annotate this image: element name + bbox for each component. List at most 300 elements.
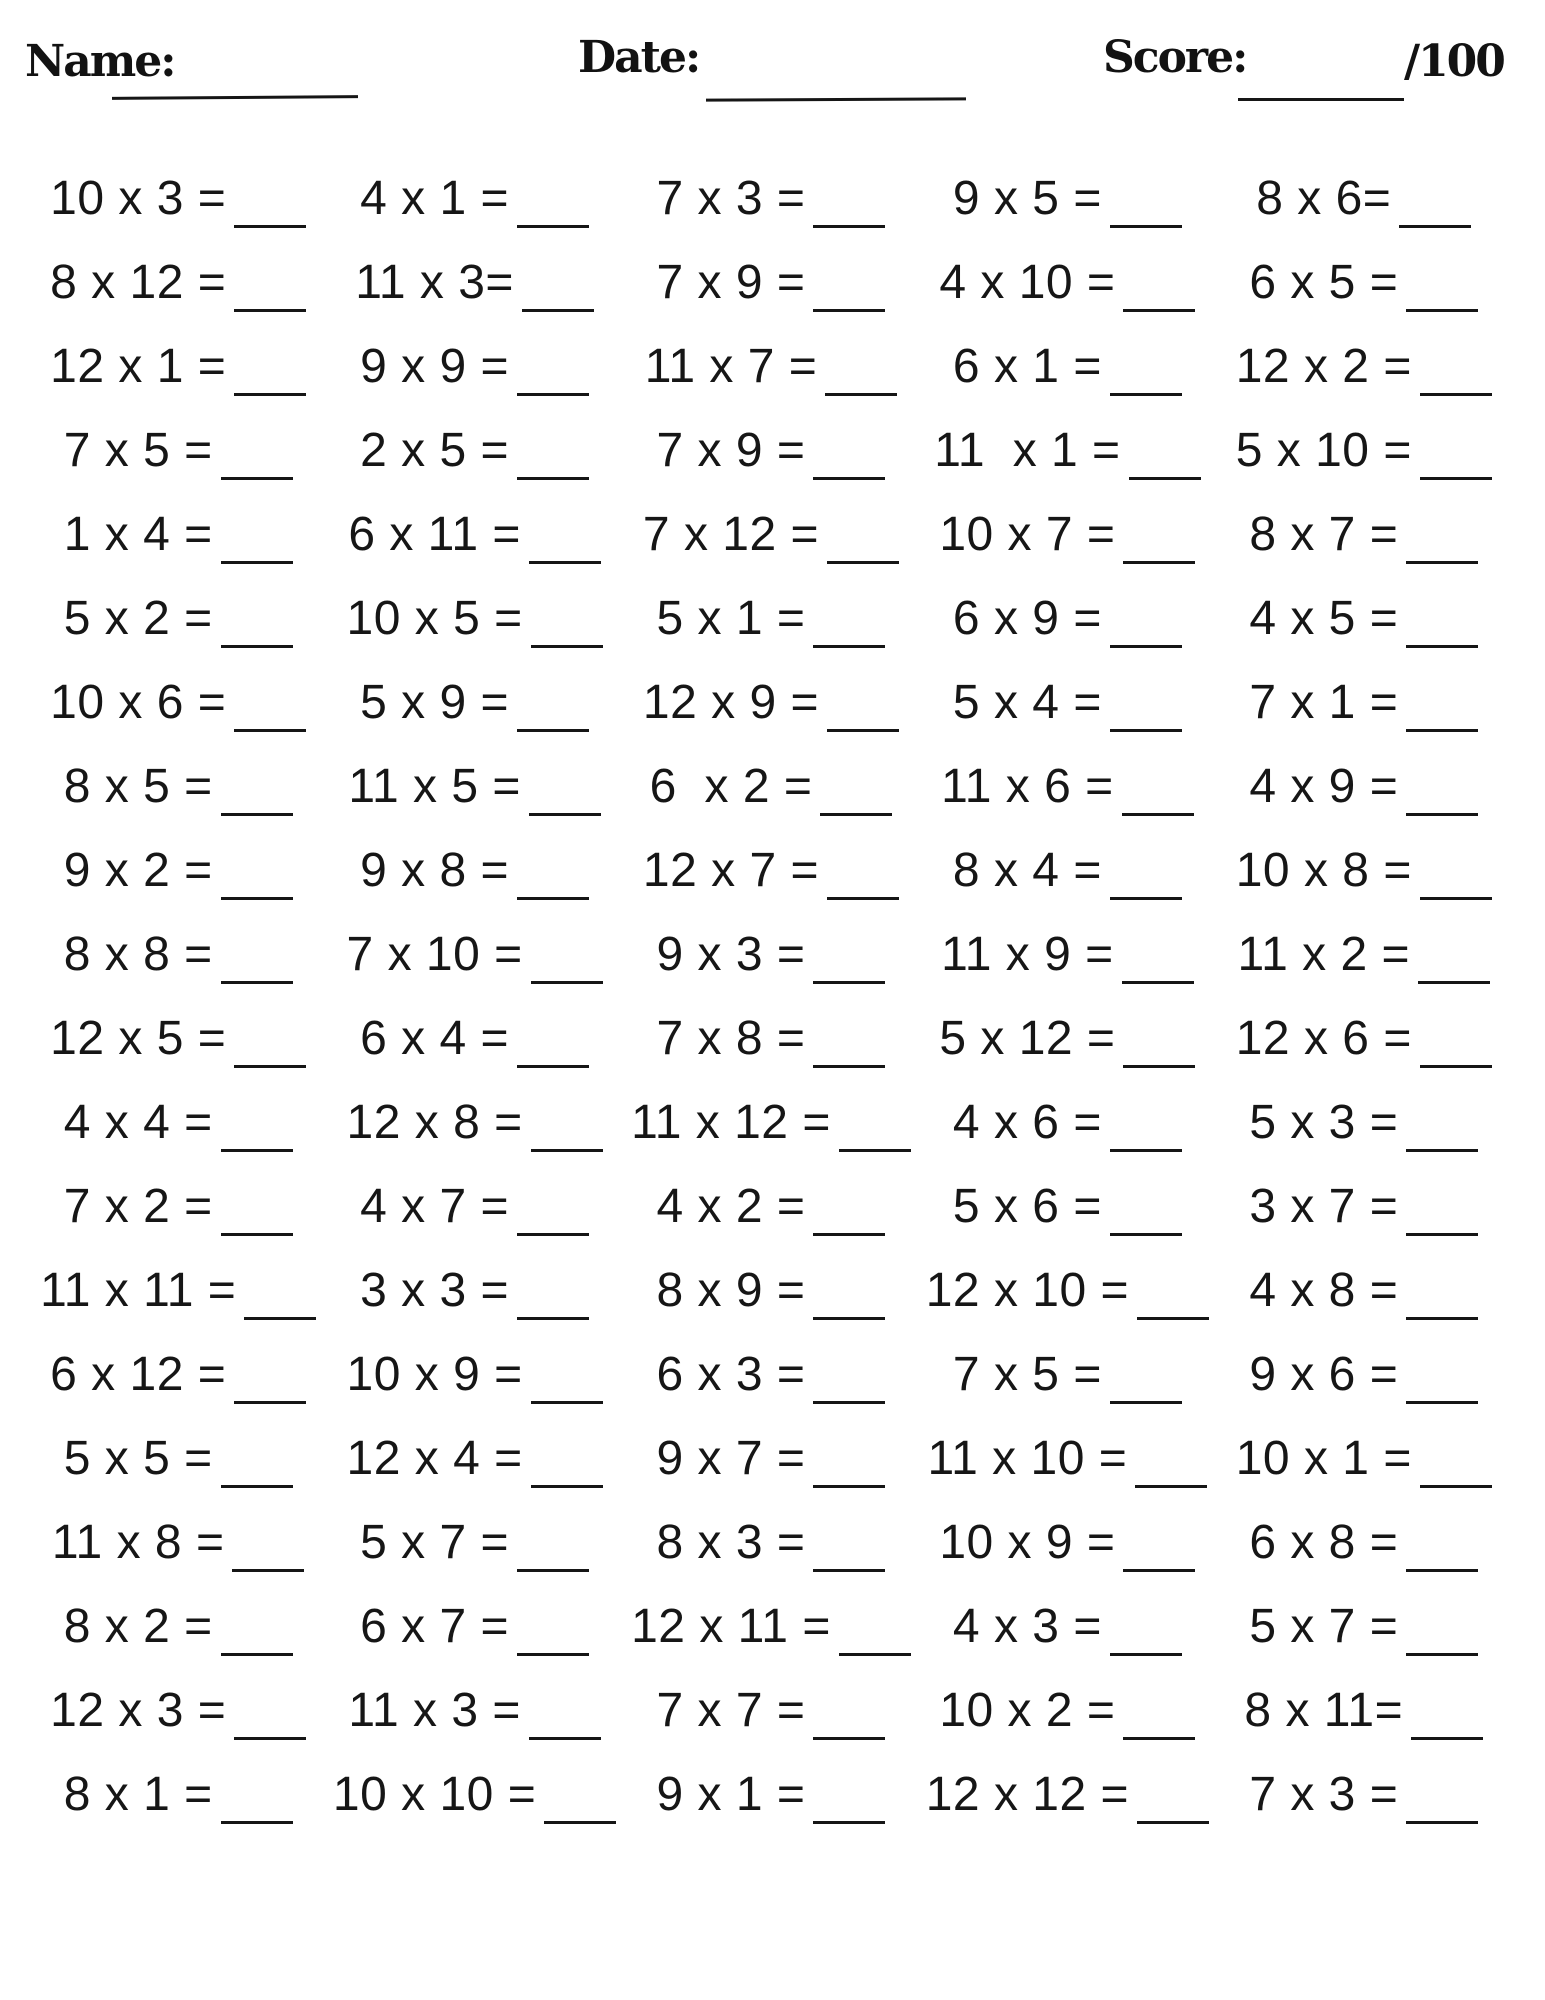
problem-text: 8 x 9 = [656, 1263, 806, 1317]
problem-text: 8 x 4 = [952, 843, 1102, 897]
answer-blank [827, 561, 899, 564]
problem-cell [919, 324, 1215, 408]
problem-text: 7 x 5 = [63, 423, 213, 477]
problem-text: 12 x 1 = [50, 339, 227, 393]
answer-blank [1123, 1065, 1195, 1068]
answer-blank [1399, 225, 1471, 228]
answer-blank [820, 813, 892, 816]
answer-blank [221, 1149, 293, 1152]
problem-text: 10 x 2 = [939, 1683, 1116, 1737]
problem-text: 4 x 1 = [360, 171, 510, 225]
problem-text: 7 x 10 = [346, 927, 523, 981]
problem-text: 6 x 1 = [952, 339, 1102, 393]
answer-blank [1406, 645, 1478, 648]
problem-text: 8 x 6= [1256, 171, 1392, 225]
answer-blank [1110, 1233, 1182, 1236]
answer-blank [827, 729, 899, 732]
problem-text: 11 x 12 = [631, 1095, 831, 1149]
problem-text: 9 x 3 = [656, 927, 806, 981]
answer-blank [517, 477, 589, 480]
problem-text: 5 x 2 = [63, 591, 213, 645]
problem-text: 2 x 5 = [360, 423, 510, 477]
problem-text: 10 x 7 = [939, 507, 1116, 561]
problem-text: 10 x 9 = [346, 1347, 523, 1401]
problem-text: 8 x 5 = [63, 759, 213, 813]
problem-text: 11 x 11 = [40, 1263, 237, 1317]
problem-text: 11 x 7 = [644, 339, 818, 393]
answer-blank [531, 1485, 603, 1488]
problem-cell [623, 1164, 919, 1248]
problem-cell [30, 996, 326, 1080]
problem-cell [919, 1080, 1215, 1164]
problem-cell [326, 1332, 622, 1416]
problem-text: 9 x 9 = [360, 339, 510, 393]
problem-cell [30, 576, 326, 660]
problem-text: 8 x 1 = [63, 1767, 213, 1821]
problem-cell [326, 828, 622, 912]
problem-text: 7 x 9 = [656, 255, 806, 309]
problem-text: 10 x 9 = [939, 1515, 1116, 1569]
problem-cell [1216, 660, 1512, 744]
answer-blank [813, 309, 885, 312]
answer-blank [1418, 981, 1490, 984]
answer-blank [221, 477, 293, 480]
problem-text: 8 x 3 = [656, 1515, 806, 1569]
problem-text: 9 x 2 = [63, 843, 213, 897]
problem-text: 9 x 5 = [952, 171, 1102, 225]
answer-blank [827, 897, 899, 900]
problem-cell [30, 1752, 326, 1836]
problem-cell [326, 1500, 622, 1584]
problem-cell [919, 1164, 1215, 1248]
problem-cell [919, 744, 1215, 828]
problem-cell [919, 996, 1215, 1080]
problem-cell [623, 1500, 919, 1584]
problem-text: 7 x 5 = [952, 1347, 1102, 1401]
problem-text: 3 x 3 = [360, 1263, 510, 1317]
answer-blank [1420, 477, 1492, 480]
answer-blank [234, 225, 306, 228]
problem-text: 4 x 2 = [656, 1179, 806, 1233]
problem-text: 10 x 10 = [332, 1767, 537, 1821]
problem-text: 9 x 6 = [1249, 1347, 1399, 1401]
problem-text: 8 x 7 = [1249, 507, 1399, 561]
answer-blank [544, 1821, 616, 1824]
answer-blank [234, 393, 306, 396]
problem-cell [326, 576, 622, 660]
problem-text: 11 x 9 = [941, 927, 1114, 981]
problem-cell [326, 408, 622, 492]
answer-blank [1420, 897, 1492, 900]
answer-blank [825, 393, 897, 396]
answer-blank [1406, 1149, 1478, 1152]
problem-cell [1216, 1752, 1512, 1836]
problem-cell [30, 1500, 326, 1584]
problem-cell [326, 1416, 622, 1500]
answer-blank [1110, 393, 1182, 396]
problem-text: 10 x 1 = [1235, 1431, 1412, 1485]
problem-text: 5 x 9 = [360, 675, 510, 729]
answer-blank [1406, 1821, 1478, 1824]
answer-blank [517, 393, 589, 396]
answer-blank [1406, 1401, 1478, 1404]
answer-blank [813, 1065, 885, 1068]
problem-text: 7 x 12 = [642, 507, 820, 561]
problem-text: 8 x 8 = [63, 927, 213, 981]
date-label: Date: [578, 32, 700, 83]
problem-text: 11 x 5 = [348, 759, 521, 813]
problem-text: 9 x 1 = [656, 1767, 806, 1821]
problem-cell [623, 1332, 919, 1416]
answer-blank [813, 1569, 885, 1572]
problem-cell [30, 660, 326, 744]
problem-cell [919, 912, 1215, 996]
problem-text: 4 x 5 = [1249, 591, 1399, 645]
answer-blank [1406, 1317, 1478, 1320]
answer-blank [221, 1821, 293, 1824]
problem-text: 7 x 2 = [63, 1179, 213, 1233]
answer-blank [517, 1233, 589, 1236]
problem-text: 6 x 7 = [360, 1599, 510, 1653]
answer-blank [517, 729, 589, 732]
answer-blank [1123, 309, 1195, 312]
problem-text: 6 x 4 = [360, 1011, 510, 1065]
problem-cell [1216, 492, 1512, 576]
problem-text: 10 x 6 = [50, 675, 227, 729]
problem-cell [30, 1332, 326, 1416]
problem-cell [326, 1752, 622, 1836]
name-label: Name: [25, 36, 175, 87]
problem-text: 8 x 11= [1244, 1683, 1404, 1737]
problem-text: 1 x 4 = [63, 507, 213, 561]
problem-cell [623, 1752, 919, 1836]
problem-cell [30, 1164, 326, 1248]
answer-blank [234, 729, 306, 732]
problem-text: 6 x 12 = [50, 1347, 227, 1401]
answer-blank [234, 1401, 306, 1404]
problem-cell [919, 1248, 1215, 1332]
answer-blank [813, 1233, 885, 1236]
answer-blank [1123, 1737, 1195, 1740]
problem-cell [623, 240, 919, 324]
problem-cell [30, 828, 326, 912]
answer-blank [529, 813, 601, 816]
answer-blank [517, 897, 589, 900]
problem-text: 4 x 4 = [63, 1095, 213, 1149]
score-denominator: /100 [1404, 36, 1504, 87]
problem-cell [1216, 996, 1512, 1080]
answer-blank [1406, 1653, 1478, 1656]
problem-cell [919, 660, 1215, 744]
problem-text: 5 x 10 = [1235, 423, 1412, 477]
answer-blank [244, 1317, 316, 1320]
answer-blank [1406, 1569, 1478, 1572]
answer-blank [221, 897, 293, 900]
problem-cell [1216, 576, 1512, 660]
answer-blank [1406, 309, 1478, 312]
problem-cell [623, 828, 919, 912]
problem-cell [1216, 156, 1512, 240]
answer-blank [1411, 1737, 1483, 1740]
answer-blank [529, 561, 601, 564]
problem-text: 11 x 2 = [1237, 927, 1411, 981]
problem-text: 5 x 6 = [952, 1179, 1102, 1233]
problem-text: 11 x 10 = [927, 1431, 1128, 1485]
problem-cell [919, 1668, 1215, 1752]
problem-cell [326, 1164, 622, 1248]
answer-blank [234, 1065, 306, 1068]
problem-text: 6 x 2 = [649, 759, 813, 813]
problem-text: 7 x 3 = [1249, 1767, 1399, 1821]
date-blank-line [706, 97, 966, 101]
problem-text: 4 x 6 = [952, 1095, 1102, 1149]
problem-text: 3 x 7 = [1249, 1179, 1399, 1233]
problem-cell [1216, 1668, 1512, 1752]
problem-text: 6 x 11 = [348, 507, 521, 561]
problem-cell [623, 408, 919, 492]
problem-text: 11 x 1 = [934, 423, 1121, 477]
answer-blank [221, 813, 293, 816]
answer-blank [1129, 477, 1201, 480]
problem-text: 6 x 9 = [952, 591, 1102, 645]
answer-blank [221, 1485, 293, 1488]
answer-blank [1110, 1653, 1182, 1656]
problem-cell [30, 1416, 326, 1500]
problem-cell [919, 828, 1215, 912]
problem-cell [1216, 1164, 1512, 1248]
problem-cell [1216, 744, 1512, 828]
problem-cell [623, 156, 919, 240]
problem-cell [623, 324, 919, 408]
answer-blank [813, 1737, 885, 1740]
problem-cell [326, 240, 622, 324]
answer-blank [839, 1149, 911, 1152]
problem-cell [30, 408, 326, 492]
problem-text: 6 x 8 = [1249, 1515, 1399, 1569]
answer-blank [221, 981, 293, 984]
answer-blank [517, 1065, 589, 1068]
problem-cell [623, 1248, 919, 1332]
answer-blank [1122, 813, 1194, 816]
score-label: Score: [1103, 32, 1247, 83]
problem-cell [919, 240, 1215, 324]
problem-cell [326, 912, 622, 996]
answer-blank [1137, 1821, 1209, 1824]
problem-cell [1216, 1248, 1512, 1332]
problem-cell [30, 492, 326, 576]
problem-text: 8 x 2 = [63, 1599, 213, 1653]
problem-cell [30, 324, 326, 408]
answer-blank [1406, 813, 1478, 816]
problem-cell [326, 1080, 622, 1164]
answer-blank [1406, 561, 1478, 564]
answer-blank [813, 225, 885, 228]
problem-text: 10 x 5 = [346, 591, 523, 645]
problem-cell [1216, 240, 1512, 324]
problem-cell [326, 324, 622, 408]
problem-cell [919, 576, 1215, 660]
answer-blank [1110, 729, 1182, 732]
problem-text: 5 x 7 = [1249, 1599, 1399, 1653]
answer-blank [813, 645, 885, 648]
problem-text: 5 x 1 = [656, 591, 806, 645]
answer-blank [232, 1569, 304, 1572]
problem-cell [623, 660, 919, 744]
problem-cell [30, 156, 326, 240]
answer-blank [1420, 1485, 1492, 1488]
answer-blank [1406, 729, 1478, 732]
problem-cell [919, 1500, 1215, 1584]
problem-text: 12 x 4 = [346, 1431, 523, 1485]
problem-text: 5 x 3 = [1249, 1095, 1399, 1149]
problem-text: 7 x 1 = [1249, 675, 1399, 729]
problem-cell [919, 1416, 1215, 1500]
problem-cell [623, 1416, 919, 1500]
problem-text: 12 x 5 = [50, 1011, 227, 1065]
problem-text: 8 x 12 = [50, 255, 227, 309]
name-blank-line [112, 95, 358, 100]
problem-text: 12 x 3 = [50, 1683, 227, 1737]
answer-blank [221, 1653, 293, 1656]
answer-blank [1420, 1065, 1492, 1068]
problem-cell [623, 576, 919, 660]
answer-blank [1122, 981, 1194, 984]
problem-cell [1216, 912, 1512, 996]
answer-blank [1123, 1569, 1195, 1572]
answer-blank [517, 1317, 589, 1320]
answer-blank [221, 561, 293, 564]
answer-blank [531, 981, 603, 984]
problem-text: 4 x 9 = [1249, 759, 1399, 813]
answer-blank [1110, 1401, 1182, 1404]
answer-blank [234, 1737, 306, 1740]
problem-text: 11 x 8 = [51, 1515, 225, 1569]
problem-cell [919, 408, 1215, 492]
problem-text: 12 x 6 = [1235, 1011, 1412, 1065]
answer-blank [1110, 1149, 1182, 1152]
answer-blank [1420, 393, 1492, 396]
answer-blank [813, 1485, 885, 1488]
answer-blank [517, 1653, 589, 1656]
problem-text: 4 x 7 = [360, 1179, 510, 1233]
score-blank-line [1238, 98, 1404, 101]
problem-cell [919, 1752, 1215, 1836]
problem-cell [326, 492, 622, 576]
problem-text: 7 x 3 = [656, 171, 806, 225]
answer-blank [1123, 561, 1195, 564]
answer-blank [517, 1569, 589, 1572]
problem-text: 5 x 5 = [63, 1431, 213, 1485]
problem-cell [919, 156, 1215, 240]
problem-text: 7 x 8 = [656, 1011, 806, 1065]
answer-blank [1406, 1233, 1478, 1236]
problem-text: 9 x 8 = [360, 843, 510, 897]
answer-blank [813, 981, 885, 984]
answer-blank [813, 1317, 885, 1320]
problem-cell [326, 996, 622, 1080]
answer-blank [1110, 645, 1182, 648]
problem-text: 12 x 2 = [1235, 339, 1412, 393]
problem-text: 4 x 3 = [952, 1599, 1102, 1653]
problem-text: 4 x 8 = [1249, 1263, 1399, 1317]
answer-blank [234, 309, 306, 312]
problem-cell [30, 1248, 326, 1332]
problem-cell [623, 996, 919, 1080]
problem-cell [326, 1668, 622, 1752]
answer-blank [221, 1233, 293, 1236]
problem-cell [30, 240, 326, 324]
problem-cell [326, 660, 622, 744]
problem-cell [1216, 408, 1512, 492]
problem-text: 5 x 7 = [360, 1515, 510, 1569]
answer-blank [522, 309, 594, 312]
problem-text: 10 x 8 = [1235, 843, 1412, 897]
problem-cell [326, 156, 622, 240]
answer-blank [813, 477, 885, 480]
problem-cell [30, 1668, 326, 1752]
problem-cell [1216, 1416, 1512, 1500]
answer-blank [1137, 1317, 1209, 1320]
problem-text: 12 x 10 = [925, 1263, 1130, 1317]
problem-text: 12 x 8 = [346, 1095, 523, 1149]
problem-text: 11 x 3 = [348, 1683, 521, 1737]
problem-cell [30, 912, 326, 996]
problem-cell [1216, 1500, 1512, 1584]
problem-cell [623, 1584, 919, 1668]
answer-blank [221, 645, 293, 648]
problem-text: 10 x 3 = [50, 171, 227, 225]
problem-text: 5 x 12 = [939, 1011, 1116, 1065]
problem-cell [1216, 1080, 1512, 1164]
problem-cell [623, 912, 919, 996]
problem-text: 5 x 4 = [952, 675, 1102, 729]
problems-grid [30, 156, 1512, 1836]
problem-cell [919, 1584, 1215, 1668]
problem-text: 12 x 11 = [631, 1599, 831, 1653]
problem-cell [623, 492, 919, 576]
problem-text: 4 x 10 = [939, 255, 1116, 309]
problem-cell [623, 1668, 919, 1752]
answer-blank [1110, 897, 1182, 900]
problem-text: 12 x 7 = [642, 843, 820, 897]
problem-text: 6 x 3 = [656, 1347, 806, 1401]
answer-blank [517, 225, 589, 228]
problem-text: 6 x 5 = [1249, 255, 1399, 309]
problem-text: 12 x 12 = [925, 1767, 1130, 1821]
problem-cell [326, 744, 622, 828]
problem-cell [326, 1248, 622, 1332]
problem-text: 7 x 7 = [656, 1683, 806, 1737]
problem-cell [623, 1080, 919, 1164]
problem-text: 9 x 7 = [656, 1431, 806, 1485]
answer-blank [839, 1653, 911, 1656]
problem-cell [919, 492, 1215, 576]
problem-text: 7 x 9 = [656, 423, 806, 477]
answer-blank [531, 1401, 603, 1404]
problem-cell [1216, 1584, 1512, 1668]
problem-cell [326, 1584, 622, 1668]
answer-blank [1110, 225, 1182, 228]
problem-text: 11 x 3= [355, 255, 514, 309]
problem-cell [1216, 828, 1512, 912]
answer-blank [529, 1737, 601, 1740]
problem-cell [30, 1080, 326, 1164]
answer-blank [813, 1821, 885, 1824]
problem-cell [1216, 324, 1512, 408]
problem-cell [919, 1332, 1215, 1416]
problem-text: 11 x 6 = [941, 759, 1114, 813]
answer-blank [1135, 1485, 1207, 1488]
